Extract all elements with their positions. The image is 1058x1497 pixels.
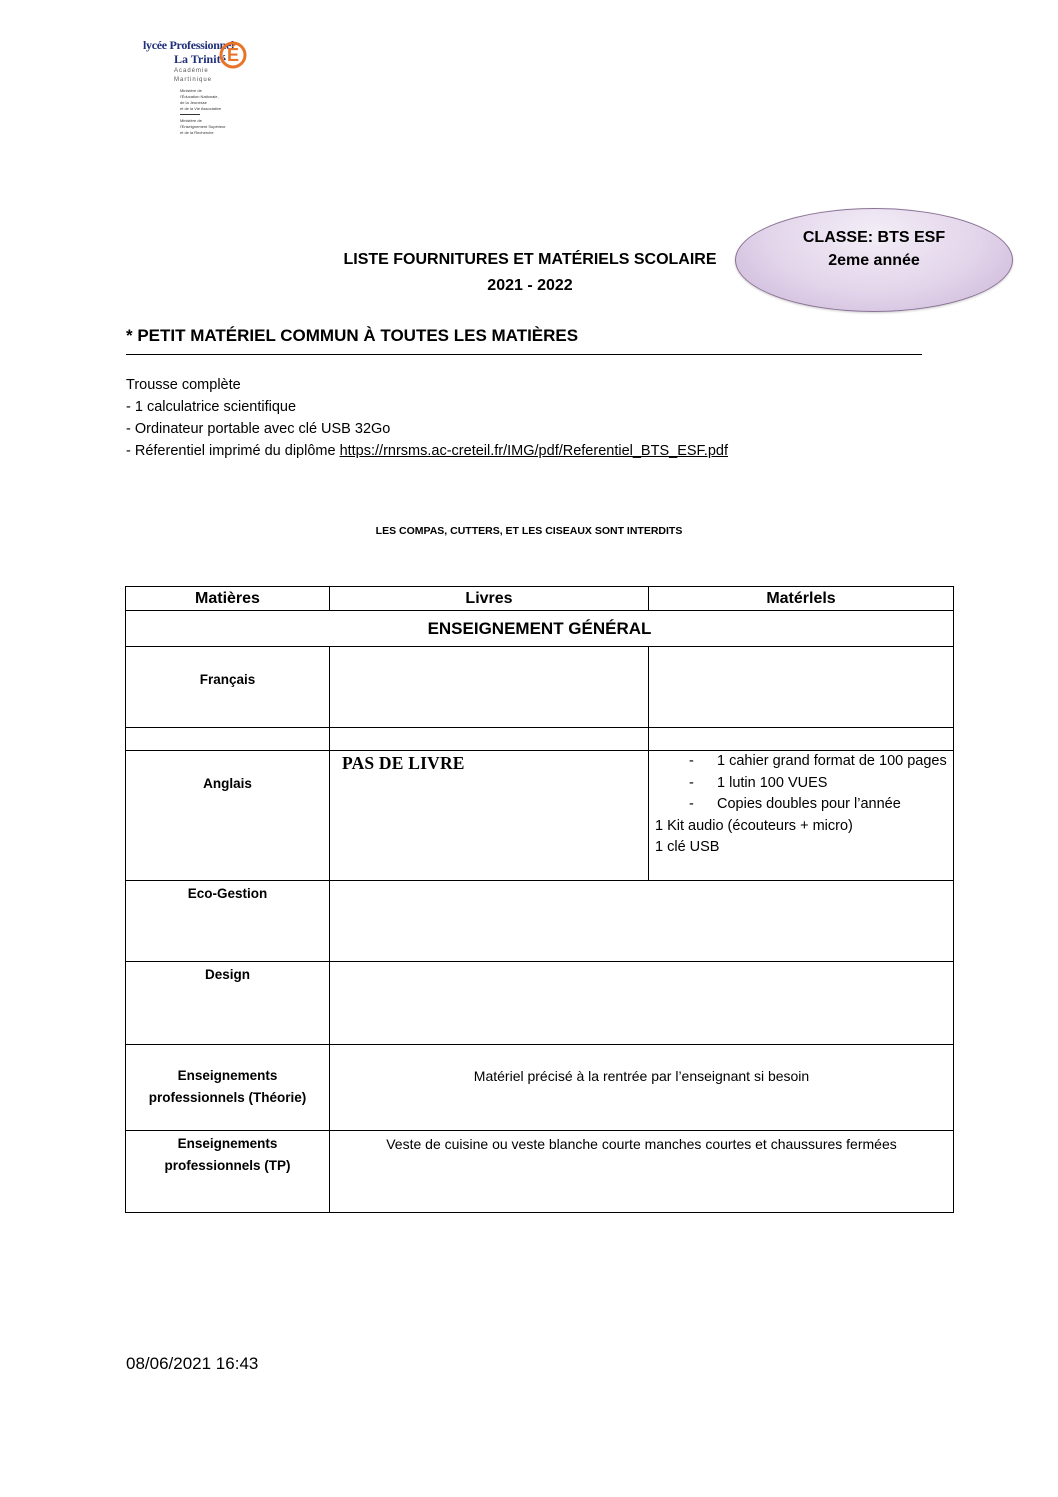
class-name: CLASSE: BTS ESF [802,229,946,246]
subject-tp-line2: professionnels (TP) [164,1158,291,1173]
document-title [290,247,770,299]
title-line1: LISTE FOURNITURES ET MATÉRIELS SCOLAIRE [343,251,717,268]
class-badge [735,208,1013,312]
subject-francais: Français [199,672,256,687]
logo-tiny-text: Ministère de [180,118,202,123]
table-row [126,881,954,962]
empty-cell [649,728,954,751]
list-item: 1 clé USB [655,839,720,855]
empty-cell [126,728,330,751]
common-item: - Ordinateur portable avec clé USB 32Go [126,421,391,437]
list-item: - 1 lutin 100 VUES [689,774,828,791]
section-divider [126,354,922,355]
title-year: 2021 - 2022 [487,277,573,294]
table-section-row [126,611,954,647]
supplies-table [125,586,954,1213]
table-row [126,1131,954,1213]
referentiel-label: - Réferentiel imprimé du diplôme [126,443,340,459]
logo-line1: lycée Professionnel [143,38,235,52]
subject-theorie-line2: professionnels (Théorie) [148,1090,307,1105]
logo-e-badge-icon [218,40,248,70]
logo-tiny-text: et de la Recherche [180,130,214,135]
school-logo [140,36,260,151]
merged-cell [330,962,954,1045]
column-header-materials: Matérlels [649,587,954,611]
common-item: Trousse complète [126,377,241,393]
logo-tiny-text: de la Jeunesse [180,100,207,105]
referentiel-link[interactable]: https://rnrsms.ac-creteil.fr/IMG/pdf/Referentiel_BTS_ESF.pdf [339,443,728,459]
subject-theorie-line1: Enseignements [177,1068,278,1083]
class-year: 2eme année [828,252,920,269]
print-timestamp: 08/06/2021 16:43 [126,1354,259,1373]
list-item: - Copies doubles pour l’année [689,796,901,812]
table-row [126,962,954,1045]
materials-anglais [649,751,953,859]
logo-line3: Académie [174,68,209,74]
book-anglais: PAS DE LIVRE [342,753,465,773]
section-heading: * PETIT MATÉRIEL COMMUN À TOUTES LES MATIÈRES [126,326,579,345]
logo-line4: Martinique [174,77,213,83]
logo-divider [180,114,200,115]
common-item: - 1 calculatrice scientifique [126,399,297,415]
merged-cell [330,881,954,962]
subject-ecogestion: Eco-Gestion [187,886,268,901]
table-row [126,751,954,881]
section-title-general: ENSEIGNEMENT GÉNÉRAL [126,611,954,647]
column-header-subjects: Matières [126,587,330,611]
table-row [126,1045,954,1131]
common-items-list [126,374,728,462]
materials-theorie: Matériel précisé à la rentrée par l’enseignant si besoin [330,1045,954,1131]
logo-tiny-text: l'Éducation Nationale, [180,94,219,99]
list-item: 1 Kit audio (écouteurs + micro) [655,817,853,834]
logo-tiny-text: et de la Vie Associative [180,106,222,111]
empty-cell [330,728,649,751]
subject-design: Design [204,967,250,982]
materials-tp: Veste de cuisine ou veste blanche courte manches courtes et chaussures fermées [330,1131,954,1213]
table-row [126,728,954,751]
common-item [126,440,728,462]
logo-line2: La Trinité [174,52,226,66]
books-cell [330,647,649,728]
list-item: - 1 cahier grand format de 100 pages [689,753,947,769]
warning-notice: LES COMPAS, CUTTERS, ET LES CISEAUX SONT INTERDITS [375,525,683,537]
table-row [126,647,954,728]
subject-tp-line1: Enseignements [177,1136,278,1151]
column-header-books: Livres [330,587,649,611]
subject-anglais: Anglais [203,776,252,791]
logo-tiny-text: Ministère de [180,88,202,93]
logo-tiny-text: l'Enseignement Supérieur [180,124,226,129]
materials-cell [649,647,954,728]
svg-text:É: É [226,45,240,65]
table-header-row [126,587,954,611]
